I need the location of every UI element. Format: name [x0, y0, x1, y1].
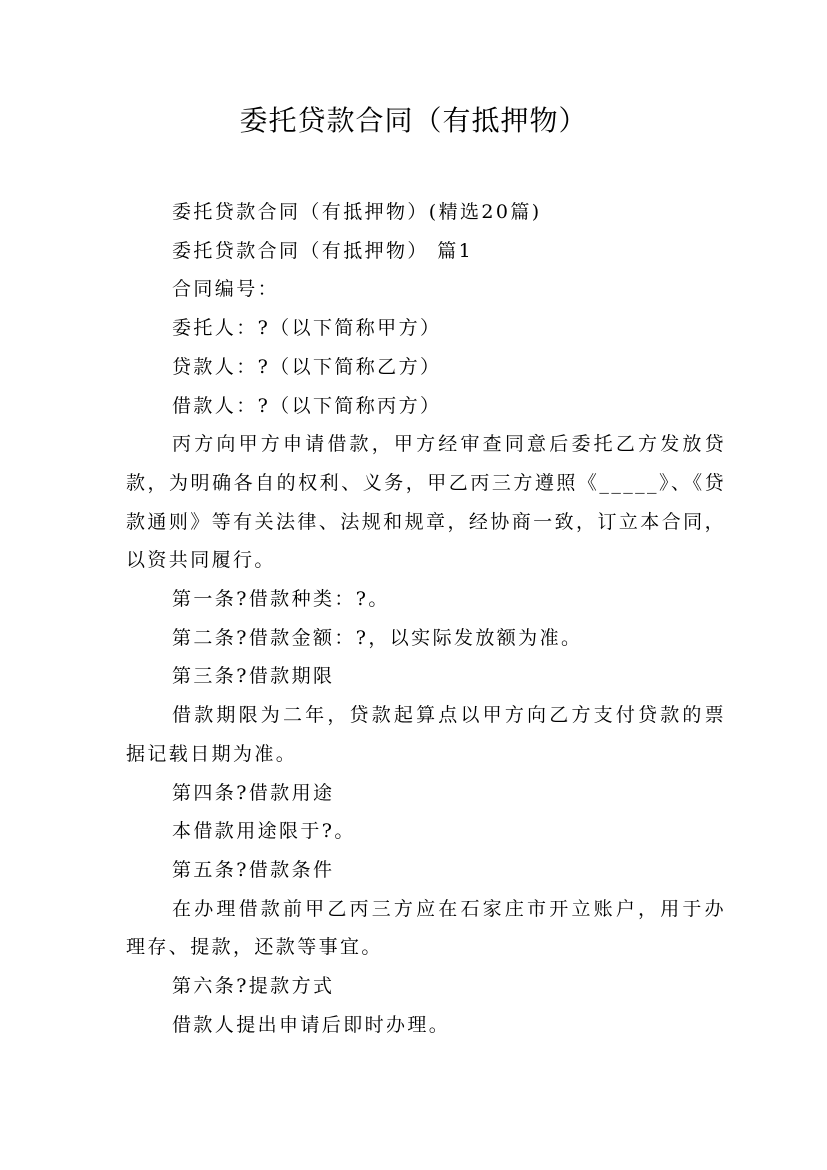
paragraph-article-1: 第一条?借款种类：?。 — [172, 588, 390, 611]
paragraph-article-6-heading: 第六条?提款方式 — [172, 975, 335, 998]
paragraph-article-5-body: 在办理借款前甲乙丙三方应在石家庄市开立账户，用于办理存、提款，还款等事宜。 — [126, 897, 726, 959]
paragraph-section-heading: 委托贷款合同（有抵押物） 篇1 — [172, 239, 474, 262]
paragraph-article-3-heading: 第三条?借款期限 — [172, 665, 335, 688]
document-title: 委托贷款合同（有抵押物） — [239, 104, 588, 137]
paragraph-article-6-body: 借款人提出申请后即时办理。 — [172, 1013, 451, 1036]
paragraph-principal: 委托人：?（以下简称甲方） — [172, 317, 442, 340]
paragraph-article-4-body: 本借款用途限于?。 — [172, 820, 356, 843]
paragraph-article-4-heading: 第四条?借款用途 — [172, 781, 335, 804]
paragraph-article-5-heading: 第五条?借款条件 — [172, 858, 335, 881]
paragraph-preamble: 丙方向甲方申请借款，甲方经审查同意后委托乙方发放贷款，为明确各自的权利、义务，甲乙丙三方遵照《_____》、《贷款通则》等有关法律、法规和规章，经协商一致，订立本合同，以资共同履行。 — [126, 433, 726, 572]
paragraph-article-3-body: 借款期限为二年，贷款起算点以甲方向乙方支付贷款的票据记载日期为准。 — [126, 704, 726, 765]
paragraph-contract-number: 合同编号： — [172, 278, 280, 301]
paragraph-article-2: 第二条?借款金额：?，以实际发放额为准。 — [172, 626, 583, 649]
paragraph-lender: 贷款人：?（以下简称乙方） — [172, 355, 442, 378]
paragraph-borrower: 借款人：?（以下简称丙方） — [172, 394, 442, 417]
document-body — [126, 193, 726, 1044]
paragraph-subtitle: 委托贷款合同（有抵押物）(精选20篇) — [172, 201, 542, 223]
